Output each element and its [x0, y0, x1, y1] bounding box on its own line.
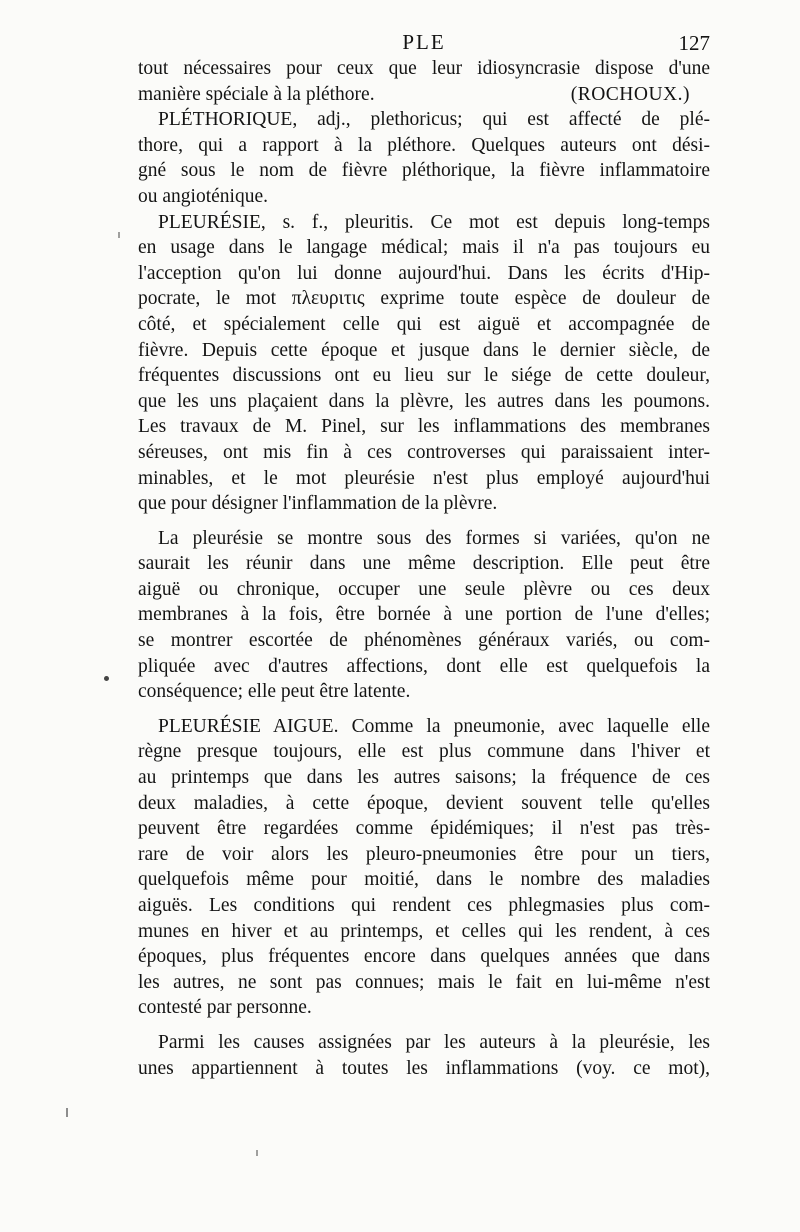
- text-line-fragment: manière spéciale à la pléthore.: [138, 83, 375, 105]
- scan-speck: [118, 232, 120, 238]
- text-line: séreuses, ont mis fin à ces controverses qui paraissaient inter-: [138, 441, 710, 463]
- text-line: quelquefois même pour moitié, dans le nombre des maladies: [138, 869, 710, 891]
- text-line: saurait les réunir dans une même description. Elle peut être: [138, 553, 710, 575]
- text-line: rare de voir alors les pleuro-pneumonies être pour un tiers,: [138, 843, 710, 865]
- text-line: minables, et le mot pleurésie n'est plus employé aujourd'hui: [138, 467, 710, 489]
- text-line: membranes à la fois, être bornée à une portion de l'une d'elles;: [138, 604, 710, 626]
- text-line: PLÉTHORIQUE, adj., plethoricus; qui est affecté de plé-: [158, 109, 710, 131]
- paragraph-pleuresie-aigue: [138, 714, 710, 1021]
- page-number: 127: [678, 31, 710, 55]
- text-line: pocrate, le mot πλευριτις exprime toute espèce de douleur de: [138, 288, 710, 310]
- paragraph-formes: [138, 526, 710, 705]
- text-line: Les travaux de M. Pinel, sur les inflammations des membranes: [138, 416, 710, 438]
- paragraph-plethore-end: [138, 56, 710, 107]
- text-line: se montrer escortée de phénomènes généraux variés, ou com-: [138, 630, 710, 652]
- text-line: thore, qui a rapport à la pléthore. Quelques auteurs ont dési-: [138, 134, 710, 156]
- text-line: unes appartiennent à toutes les inflammations (voy. ce mot),: [138, 1057, 710, 1079]
- text-line: au printemps que dans les autres saisons; la fréquence de ces: [138, 767, 710, 789]
- page-header: [138, 30, 710, 58]
- body-text: [138, 56, 710, 1081]
- paragraph-pleuresie: [138, 210, 710, 517]
- text-line: époques, plus fréquentes encore dans quelques années que dans: [138, 946, 710, 968]
- text-line: l'acception qu'on lui donne aujourd'hui. Dans les écrits d'Hip-: [138, 262, 710, 284]
- text-line: peuvent être regardées comme épidémiques; il n'est pas très-: [138, 818, 710, 840]
- text-line: Parmi les causes assignées par les auteurs à la pleurésie, les: [158, 1031, 710, 1053]
- paragraph-plethorique: [138, 107, 710, 209]
- text-line: que les uns plaçaient dans la plèvre, les autres dans les poumons.: [138, 390, 710, 412]
- text-line: [138, 82, 710, 108]
- author-signature: (ROCHOUX.): [570, 83, 690, 105]
- text-line: pliquée avec d'autres affections, dont elle est quelquefois la: [138, 655, 710, 677]
- text-line: côté, et spécialement celle qui est aiguë et accompagnée de: [138, 313, 710, 335]
- text-line: fréquentes discussions ont eu lieu sur le siége de cette douleur,: [138, 365, 710, 387]
- scan-speck: [256, 1150, 258, 1156]
- scan-speck: [66, 1108, 68, 1117]
- text-line: contesté par personne.: [138, 997, 312, 1019]
- text-line: en usage dans le langage médical; mais il n'a pas toujours eu: [138, 237, 710, 259]
- text-line: La pleurésie se montre sous des formes si variées, qu'on ne: [158, 527, 710, 549]
- text-line: aiguë ou chronique, occuper une seule plèvre ou ces deux: [138, 578, 710, 600]
- text-line: aiguës. Les conditions qui rendent ces phlegmasies plus com-: [138, 895, 710, 916]
- text-line: deux maladies, à cette époque, devient souvent telle qu'elles: [138, 792, 710, 814]
- text-line: fièvre. Depuis cette époque et jusque dans le dernier siècle, de: [138, 339, 710, 361]
- scan-speck: [104, 676, 109, 681]
- text-line: tout nécessaires pour ceux que leur idiosyncrasie dispose d'une: [138, 58, 710, 79]
- text-line: PLEURÉSIE, s. f., pleuritis. Ce mot est depuis long-temps: [158, 211, 710, 233]
- text-line: PLEURÉSIE AIGUE. Comme la pneumonie, avec laquelle elle: [158, 715, 710, 737]
- text-line: que pour désigner l'inflammation de la plèvre.: [138, 493, 498, 515]
- text-line: règne presque toujours, elle est plus commune dans l'hiver et: [138, 741, 710, 763]
- text-line: gné sous le nom de fièvre pléthorique, la fièvre inflammatoire: [138, 160, 710, 182]
- running-head: PLE: [402, 30, 446, 54]
- text-line: ou angioténique.: [138, 185, 268, 207]
- text-line: munes en hiver et au printemps, et celles qui les rendent, à ces: [138, 920, 710, 942]
- paragraph-causes: [138, 1030, 710, 1081]
- text-line: les autres, ne sont pas connues; mais le fait en lui-même n'est: [138, 971, 710, 993]
- text-line: conséquence; elle peut être latente.: [138, 681, 411, 703]
